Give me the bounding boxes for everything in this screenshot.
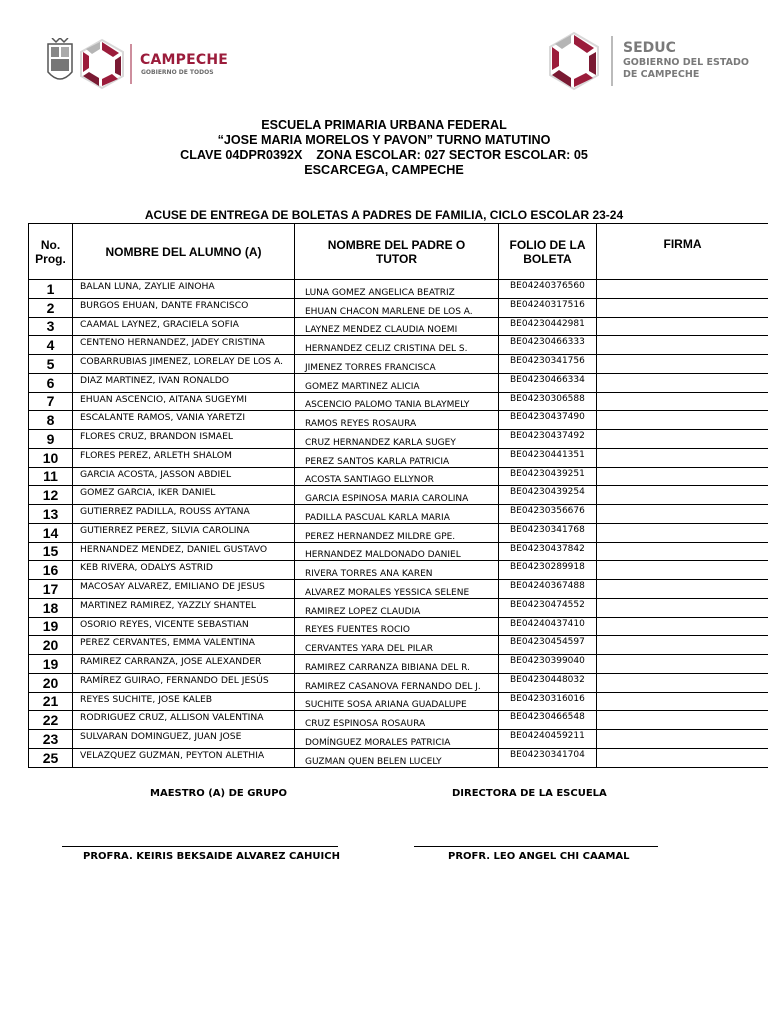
table-row xyxy=(29,336,768,355)
tutor-name: CRUZ HERNANDEZ KARLA SUGEY xyxy=(295,430,499,449)
report-folio: BE04230341756 xyxy=(499,355,597,374)
report-folio: BE04230448032 xyxy=(499,673,597,692)
coat-of-arms-icon xyxy=(48,38,72,79)
table-row xyxy=(29,486,768,505)
tutor-name: ACOSTA SANTIAGO ELLYNOR xyxy=(295,467,499,486)
tutor-name: ASCENCIO PALOMO TANIA BLAYMELY xyxy=(295,392,499,411)
seduc-brand-line1: GOBIERNO DEL ESTADO xyxy=(623,57,749,68)
student-name: RODRIGUEZ CRUZ, ALLISON VALENTINA xyxy=(73,711,295,730)
report-folio: BE04230466548 xyxy=(499,711,597,730)
table-row xyxy=(29,448,768,467)
signature-cell xyxy=(597,467,768,486)
row-number: 11 xyxy=(29,467,73,486)
report-folio: BE04240437410 xyxy=(499,617,597,636)
table-row xyxy=(29,617,768,636)
student-name: SULVARAN DOMINGUEZ, JUAN JOSE xyxy=(73,730,295,749)
row-number: 1 xyxy=(29,280,73,299)
school-type: ESCUELA PRIMARIA URBANA FEDERAL xyxy=(261,118,507,132)
signature-cell xyxy=(597,617,768,636)
tutor-name: RAMIREZ CASANOVA FERNANDO DEL J. xyxy=(295,673,499,692)
student-name: GUTIERREZ PADILLA, ROUSS AYTANA xyxy=(73,505,295,524)
report-folio: BE04230439251 xyxy=(499,467,597,486)
roster-table xyxy=(28,223,768,768)
table-row xyxy=(29,373,768,392)
student-name: EHUAN ASCENCIO, AITANA SUGEYMI xyxy=(73,392,295,411)
table-row xyxy=(29,542,768,561)
tutor-name: JIMENEZ TORRES FRANCISCA xyxy=(295,355,499,374)
student-name: KEB RIVERA, ODALYS ASTRID xyxy=(73,561,295,580)
report-folio: BE04230474552 xyxy=(499,598,597,617)
student-name: VELAZQUEZ GUZMAN, PEYTON ALETHIA xyxy=(73,748,295,767)
row-number: 6 xyxy=(29,373,73,392)
student-name: OSORIO REYES, VICENTE SEBASTIAN xyxy=(73,617,295,636)
tutor-name: CRUZ ESPINOSA ROSAURA xyxy=(295,711,499,730)
roster-body xyxy=(29,280,768,768)
report-folio: BE04230442981 xyxy=(499,317,597,336)
signature-cell xyxy=(597,748,768,767)
signature-cell xyxy=(597,542,768,561)
student-name: CAAMAL LAYNEZ, GRACIELA SOFIA xyxy=(73,317,295,336)
signature-cell xyxy=(597,598,768,617)
report-folio: BE04240317516 xyxy=(499,298,597,317)
campeche-brand-tagline: GOBIERNO DE TODOS xyxy=(141,69,214,76)
report-folio: BE04230466333 xyxy=(499,336,597,355)
header-firma: FIRMA xyxy=(597,224,768,280)
signature-cell xyxy=(597,655,768,674)
report-folio: BE04230341704 xyxy=(499,748,597,767)
table-row xyxy=(29,748,768,767)
report-folio: BE04230289918 xyxy=(499,561,597,580)
report-folio: BE04230356676 xyxy=(499,505,597,524)
student-name: PEREZ CERVANTES, EMMA VALENTINA xyxy=(73,636,295,655)
teacher-signature-label: MAESTRO (A) DE GRUPO xyxy=(150,788,288,799)
table-row xyxy=(29,692,768,711)
signature-cell xyxy=(597,730,768,749)
report-folio: BE04230439254 xyxy=(499,486,597,505)
student-name: HERNANDEZ MENDEZ, DANIEL GUSTAVO xyxy=(73,542,295,561)
signature-cell xyxy=(597,392,768,411)
table-row xyxy=(29,673,768,692)
row-number: 8 xyxy=(29,411,73,430)
row-number: 7 xyxy=(29,392,73,411)
student-name: MARTINEZ RAMIREZ, YAZZLY SHANTEL xyxy=(73,598,295,617)
row-number: 9 xyxy=(29,430,73,449)
header-folio-label: FOLIO DE LA BOLETA xyxy=(509,237,586,266)
tutor-name: LAYNEZ MENDEZ CLAUDIA NOEMI xyxy=(295,317,499,336)
header-folio xyxy=(499,224,597,280)
teacher-signature-line xyxy=(62,846,338,847)
tutor-name: LUNA GOMEZ ANGELICA BEATRIZ xyxy=(295,280,499,299)
signature-cell xyxy=(597,505,768,524)
student-name: ESCALANTE RAMOS, VANIA YARETZI xyxy=(73,411,295,430)
student-name: BURGOS EHUAN, DANTE FRANCISCO xyxy=(73,298,295,317)
student-name: RAMIREZ CARRANZA, JOSE ALEXANDER xyxy=(73,655,295,674)
tutor-name: RIVERA TORRES ANA KAREN xyxy=(295,561,499,580)
signature-cell xyxy=(597,280,768,299)
signature-cell xyxy=(597,448,768,467)
report-folio: BE04230441351 xyxy=(499,448,597,467)
tutor-name: REYES FUENTES ROCIO xyxy=(295,617,499,636)
tutor-name: RAMIREZ CARRANZA BIBIANA DEL R. xyxy=(295,655,499,674)
student-name: GARCIA ACOSTA, JASSON ABDIEL xyxy=(73,467,295,486)
row-number: 3 xyxy=(29,317,73,336)
school-location: ESCARCEGA, CAMPECHE xyxy=(304,163,464,177)
table-header-row xyxy=(29,224,768,280)
signature-cell xyxy=(597,430,768,449)
row-number: 17 xyxy=(29,580,73,599)
table-row xyxy=(29,636,768,655)
student-name: DIAZ MARTINEZ, IVAN RONALDO xyxy=(73,373,295,392)
table-row xyxy=(29,505,768,524)
report-folio: BE04230454597 xyxy=(499,636,597,655)
tutor-name: PADILLA PASCUAL KARLA MARIA xyxy=(295,505,499,524)
report-folio: BE04230437490 xyxy=(499,411,597,430)
row-number: 25 xyxy=(29,748,73,767)
tutor-name: SUCHITE SOSA ARIANA GUADALUPE xyxy=(295,692,499,711)
signature-cell xyxy=(597,711,768,730)
tutor-name: EHUAN CHACON MARLENE DE LOS A. xyxy=(295,298,499,317)
student-name: REYES SUCHITE, JOSE KALEB xyxy=(73,692,295,711)
row-number: 5 xyxy=(29,355,73,374)
row-number: 21 xyxy=(29,692,73,711)
row-number: 20 xyxy=(29,673,73,692)
campeche-brand-name: CAMPECHE xyxy=(140,52,229,68)
seduc-brand-name: SEDUC xyxy=(623,40,676,56)
director-signature-label: DIRECTORA DE LA ESCUELA xyxy=(452,788,607,799)
table-row xyxy=(29,523,768,542)
signature-cell xyxy=(597,486,768,505)
header-padre-label: NOMBRE DEL PADRE O TUTOR xyxy=(327,237,466,266)
row-number: 4 xyxy=(29,336,73,355)
row-number: 16 xyxy=(29,561,73,580)
table-row xyxy=(29,355,768,374)
signature-cell xyxy=(597,411,768,430)
school-name: “JOSE MARIA MORELOS Y PAVON” TURNO MATUTINO xyxy=(217,133,551,147)
tutor-name: GARCIA ESPINOSA MARIA CAROLINA xyxy=(295,486,499,505)
report-folio: BE04240367488 xyxy=(499,580,597,599)
report-folio: BE04230466334 xyxy=(499,373,597,392)
row-number: 19 xyxy=(29,655,73,674)
tutor-name: ALVAREZ MORALES YESSICA SELENE xyxy=(295,580,499,599)
tutor-name: HERNANDEZ CELIZ CRISTINA DEL S. xyxy=(295,336,499,355)
signature-cell xyxy=(597,580,768,599)
header-no-label: No. Prog. xyxy=(35,237,66,266)
tutor-name: GOMEZ MARTINEZ ALICIA xyxy=(295,373,499,392)
signature-cell xyxy=(597,692,768,711)
director-signature-line xyxy=(414,846,658,847)
row-number: 13 xyxy=(29,505,73,524)
row-number: 20 xyxy=(29,636,73,655)
table-row xyxy=(29,580,768,599)
table-row xyxy=(29,392,768,411)
tutor-name: PEREZ SANTOS KARLA PATRICIA xyxy=(295,448,499,467)
table-row xyxy=(29,317,768,336)
signature-cell xyxy=(597,298,768,317)
student-name: MACOSAY ALVAREZ, EMILIANO DE JESUS xyxy=(73,580,295,599)
signature-cell xyxy=(597,355,768,374)
student-name: CENTENO HERNANDEZ, JADEY CRISTINA xyxy=(73,336,295,355)
student-name: GOMEZ GARCIA, IKER DANIEL xyxy=(73,486,295,505)
row-number: 22 xyxy=(29,711,73,730)
table-row xyxy=(29,467,768,486)
report-folio: BE04230306588 xyxy=(499,392,597,411)
tutor-name: HERNANDEZ MALDONADO DANIEL xyxy=(295,542,499,561)
director-name: PROFR. LEO ANGEL CHI CAAMAL xyxy=(448,851,630,862)
signature-cell xyxy=(597,336,768,355)
student-name: FLORES PEREZ, ARLETH SHALOM xyxy=(73,448,295,467)
signature-cell xyxy=(597,523,768,542)
table-row xyxy=(29,730,768,749)
report-folio: BE04230399040 xyxy=(499,655,597,674)
row-number: 12 xyxy=(29,486,73,505)
student-name: FLORES CRUZ, BRANDON ISMAEL xyxy=(73,430,295,449)
table-row xyxy=(29,711,768,730)
student-name: COBARRUBIAS JIMENEZ, LORELAY DE LOS A. xyxy=(73,355,295,374)
table-row xyxy=(29,561,768,580)
table-row xyxy=(29,655,768,674)
signature-cell xyxy=(597,317,768,336)
row-number: 10 xyxy=(29,448,73,467)
school-key: CLAVE 04DPR0392X ZONA ESCOLAR: 027 SECTOR ESCOLAR: 05 xyxy=(180,148,588,162)
table-row xyxy=(29,280,768,299)
student-name: RAMÍREZ GUIRAO, FERNANDO DEL JESÚS xyxy=(73,673,295,692)
signature-cell xyxy=(597,373,768,392)
tutor-name: DOMÍNGUEZ MORALES PATRICIA xyxy=(295,730,499,749)
school-header xyxy=(0,118,768,178)
report-folio: BE04230316016 xyxy=(499,692,597,711)
row-number: 19 xyxy=(29,617,73,636)
row-number: 2 xyxy=(29,298,73,317)
report-folio: BE04230341768 xyxy=(499,523,597,542)
table-row xyxy=(29,411,768,430)
header-alumno: NOMBRE DEL ALUMNO (A) xyxy=(73,224,295,280)
tutor-name: RAMIREZ LOPEZ CLAUDIA xyxy=(295,598,499,617)
report-folio: BE04240376560 xyxy=(499,280,597,299)
tutor-name: RAMOS REYES ROSAURA xyxy=(295,411,499,430)
row-number: 23 xyxy=(29,730,73,749)
student-name: BALAN LUNA, ZAYLIE AINOHA xyxy=(73,280,295,299)
campeche-emblem-icon xyxy=(81,40,123,88)
report-folio: BE04230437492 xyxy=(499,430,597,449)
teacher-name: PROFRA. KEIRIS BEKSAIDE ALVAREZ CAHUICH xyxy=(83,851,340,862)
row-number: 18 xyxy=(29,598,73,617)
student-name: GUTIERREZ PEREZ, SILVIA CAROLINA xyxy=(73,523,295,542)
tutor-name: GUZMAN QUEN BELEN LUCELY xyxy=(295,748,499,767)
seduc-brand-line2: DE CAMPECHE xyxy=(623,69,700,80)
table-row xyxy=(29,598,768,617)
document-title: ACUSE DE ENTREGA DE BOLETAS A PADRES DE FAMILIA, CICLO ESCOLAR 23-24 xyxy=(144,208,624,222)
table-row xyxy=(29,298,768,317)
header-padre xyxy=(295,224,499,280)
report-folio: BE04230437842 xyxy=(499,542,597,561)
signature-cell xyxy=(597,561,768,580)
seduc-emblem-icon xyxy=(550,33,598,89)
row-number: 14 xyxy=(29,523,73,542)
table-row xyxy=(29,430,768,449)
row-number: 15 xyxy=(29,542,73,561)
tutor-name: CERVANTES YARA DEL PILAR xyxy=(295,636,499,655)
tutor-name: PEREZ HERNANDEZ MILDRE GPE. xyxy=(295,523,499,542)
header-no xyxy=(29,224,73,280)
signature-cell xyxy=(597,673,768,692)
signature-cell xyxy=(597,636,768,655)
report-folio: BE04240459211 xyxy=(499,730,597,749)
